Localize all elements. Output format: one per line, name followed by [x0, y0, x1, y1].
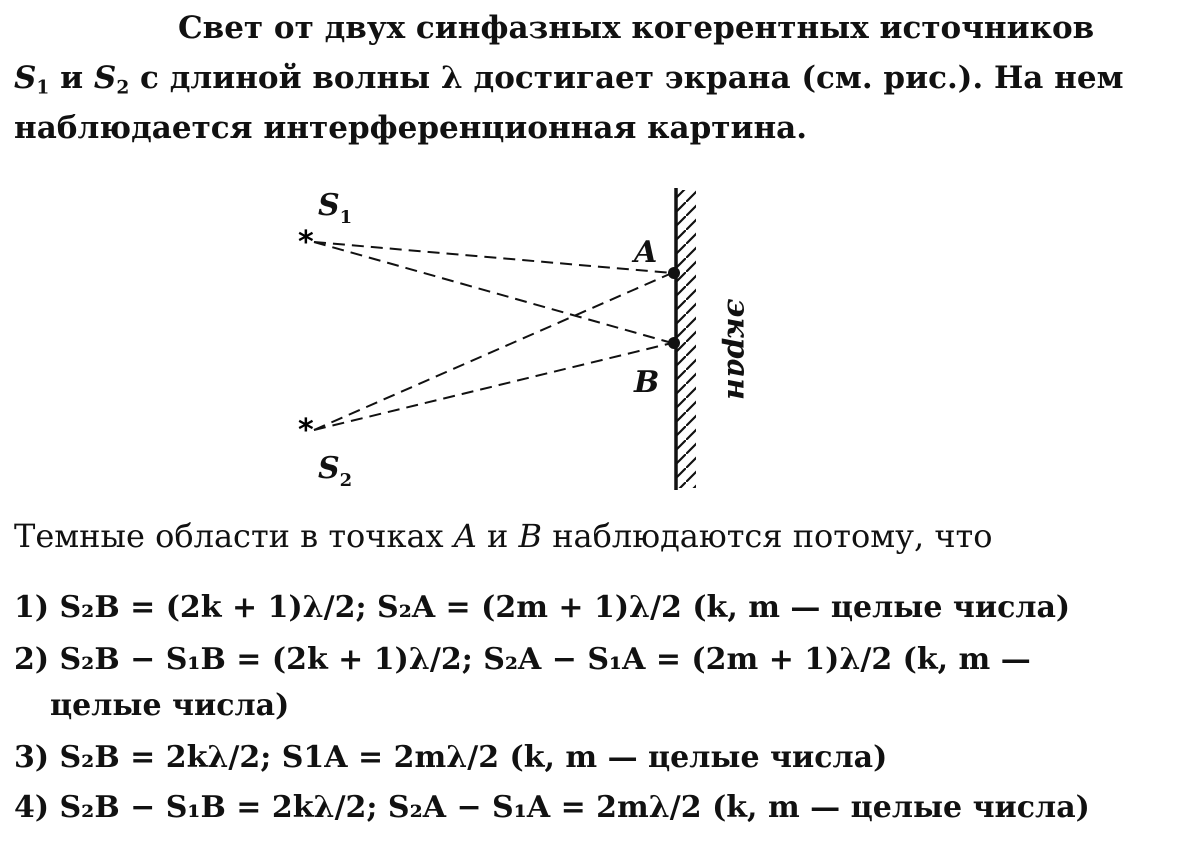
s1-symbol: S — [14, 60, 37, 96]
question-point-a: A — [453, 517, 477, 555]
question-text: Темные области в точках A и B наблюдаются потому, что — [14, 517, 993, 555]
screen-hatching — [676, 190, 696, 488]
answer-option-1[interactable]: 1) S₂B = (2k + 1)λ/2; S₂A = (2m + 1)λ/2 (k, m — целые числа) — [14, 590, 1071, 625]
answer-option-4[interactable]: 4) S₂B − S₁B = 2kλ/2; S₂A − S₁A = 2mλ/2 (k, m — целые числа) — [14, 790, 1090, 825]
label-screen: экран — [720, 298, 755, 400]
label-b: B — [634, 365, 660, 400]
intro-and: и — [49, 60, 94, 96]
interference-diagram — [0, 160, 1200, 510]
ray-s1-a — [314, 242, 672, 273]
intro-line-2 — [14, 58, 1124, 98]
intro-line-3: наблюдается интерференционная картина. — [14, 110, 808, 146]
label-a: A — [634, 235, 658, 270]
point-b-dot — [668, 337, 680, 349]
s1-subscript: 1 — [36, 77, 50, 99]
answer-option-2[interactable]: 2) S₂B − S₁B = (2k + 1)λ/2; S₂A − S₁A = (2m + 1)λ/2 (k, m — — [14, 642, 1031, 677]
label-s2: $S_2$ — [318, 451, 353, 491]
point-a-dot — [668, 267, 680, 279]
intro-line-2-rest: с длиной волны λ достигает экрана (см. рис.). На нем — [129, 60, 1124, 96]
source-s2-marker: * — [298, 413, 314, 448]
intro-line-1: Свет от двух синфазных когерентных источников — [178, 10, 1095, 46]
answer-option-3[interactable]: 3) S₂B = 2kλ/2; S1A = 2mλ/2 (k, m — целые числа) — [14, 740, 888, 775]
answer-option-2-continued[interactable]: целые числа) — [50, 688, 290, 723]
question-point-b: B — [518, 517, 543, 555]
source-s1-marker: * — [298, 225, 314, 260]
label-s1: $S_1$ — [318, 188, 353, 228]
s2-symbol: S — [93, 60, 117, 96]
ray-s2-a — [314, 273, 672, 430]
s2-subscript: 2 — [116, 77, 130, 99]
ray-s2-b — [314, 343, 672, 430]
light-rays — [314, 242, 672, 430]
